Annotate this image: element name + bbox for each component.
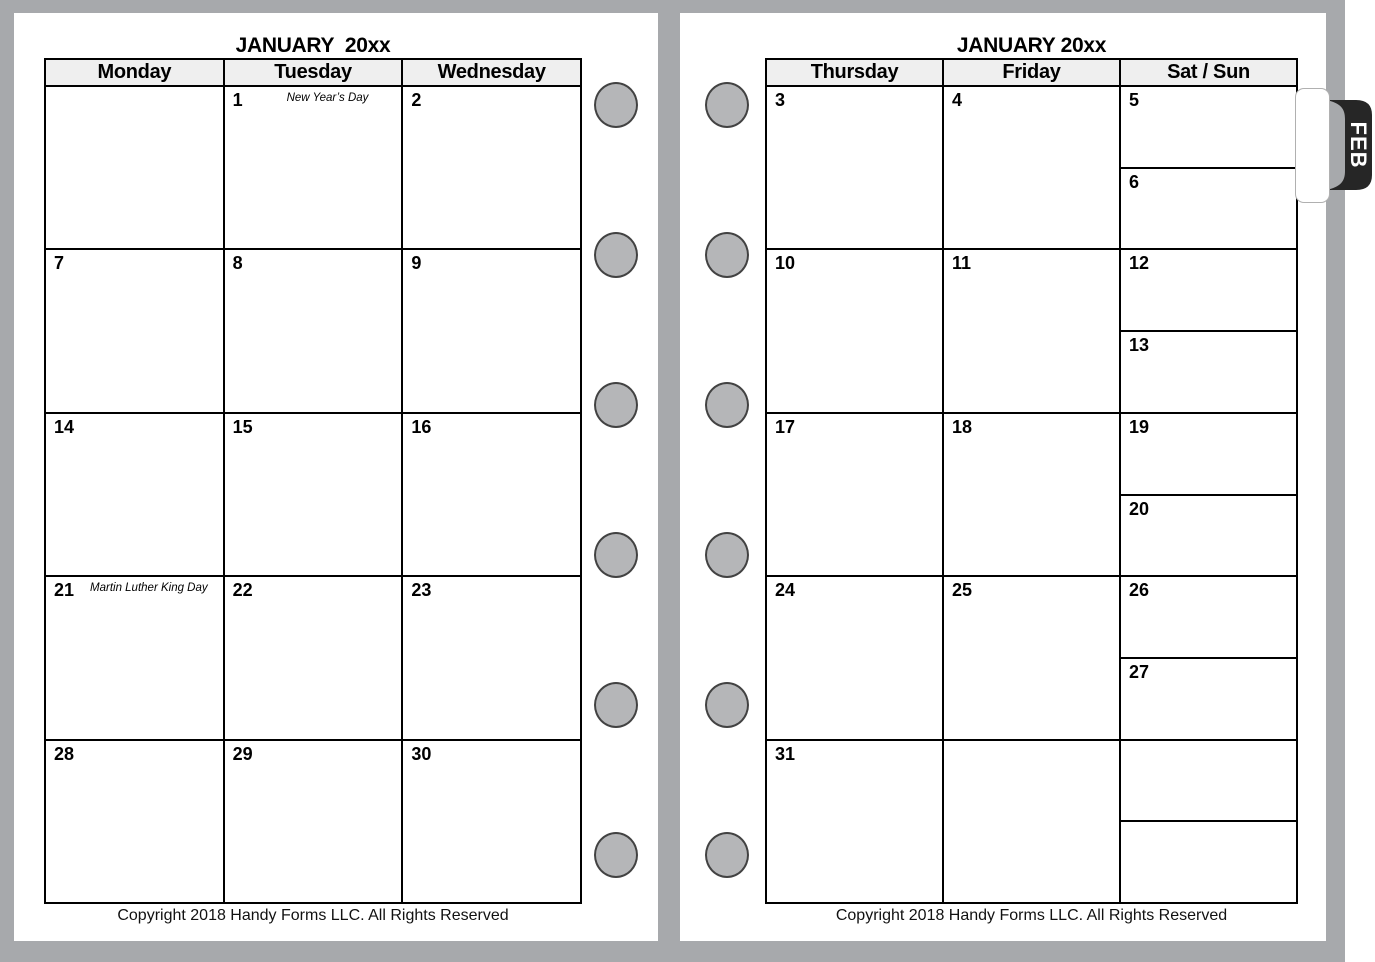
copyright-text: Copyright 2018 Handy Forms LLC. All Rights Reserved <box>117 907 509 924</box>
calendar-week-row <box>767 87 1296 250</box>
date-number: 20 <box>1129 498 1150 519</box>
saturday-subcell <box>1121 87 1296 169</box>
date-number: 6 <box>1129 171 1140 192</box>
sunday-subcell <box>1121 496 1296 576</box>
date-number: 16 <box>411 416 432 437</box>
date-number: 23 <box>411 580 432 601</box>
header-sat-sun: Sat / Sun <box>1167 61 1250 83</box>
date-number: 21 <box>54 580 75 601</box>
day-cell <box>225 414 404 575</box>
saturday-subcell <box>1121 414 1296 496</box>
right-page <box>680 13 1326 941</box>
header-tuesday: Tuesday <box>225 60 404 85</box>
date-number: 30 <box>411 743 432 764</box>
binder-hole <box>594 382 638 428</box>
day-cell <box>767 250 944 411</box>
holiday-note: Martin Luther King Day <box>90 582 208 595</box>
calendar-week-row <box>767 414 1296 577</box>
left-calendar-body <box>46 87 580 902</box>
date-number: 10 <box>775 253 796 274</box>
binder-hole <box>594 832 638 878</box>
day-cell <box>944 250 1121 411</box>
weekend-cell <box>1121 414 1296 575</box>
day-cell <box>46 741 225 902</box>
date-number: 19 <box>1129 416 1150 437</box>
day-cell <box>225 87 404 248</box>
weekend-cell <box>1121 87 1296 248</box>
binder-hole <box>705 532 749 578</box>
date-number: 1 <box>232 90 243 110</box>
day-cell <box>403 741 580 902</box>
calendar-week-row <box>46 741 580 902</box>
day-cell <box>944 87 1121 248</box>
date-number: 15 <box>232 416 253 437</box>
day-cell <box>46 87 225 248</box>
calendar-week-row <box>46 87 580 250</box>
header-wednesday: Wednesday <box>437 61 546 83</box>
binder-hole <box>594 82 638 128</box>
day-cell <box>46 414 225 575</box>
current-month-tab <box>1295 88 1330 203</box>
weekend-cell <box>1121 250 1296 411</box>
date-number: 11 <box>952 253 972 274</box>
right-page-title: JANUARY 20xx <box>956 34 1107 57</box>
date-number: 8 <box>232 253 243 274</box>
date-number: 29 <box>232 743 253 764</box>
day-cell <box>403 414 580 575</box>
day-cell <box>767 87 944 248</box>
date-number: 2 <box>411 90 422 110</box>
date-number: 28 <box>54 743 75 764</box>
day-cell <box>46 577 225 738</box>
day-cell <box>944 741 1121 902</box>
date-number: 24 <box>775 580 796 601</box>
day-cell <box>767 577 944 738</box>
right-calendar-table <box>765 58 1298 904</box>
day-cell <box>403 87 580 248</box>
left-page <box>14 13 658 941</box>
copyright-text: Copyright 2018 Handy Forms LLC. All Rights Reserved <box>835 907 1228 924</box>
date-number: 27 <box>1129 661 1150 682</box>
date-number: 7 <box>54 253 65 274</box>
sunday-subcell <box>1121 169 1296 249</box>
sunday-subcell <box>1121 659 1296 739</box>
header-thursday: Thursday <box>767 60 944 85</box>
binder-hole <box>705 682 749 728</box>
date-number: 13 <box>1129 335 1150 356</box>
holiday-note: New Year’s Day <box>286 92 369 104</box>
day-cell <box>225 250 404 411</box>
calendar-week-row <box>767 741 1296 902</box>
header-monday: Monday <box>46 60 225 85</box>
binder-hole <box>594 682 638 728</box>
day-cell <box>46 250 225 411</box>
date-number: 17 <box>775 416 796 437</box>
calendar-week-row <box>767 577 1296 740</box>
date-number: 14 <box>54 416 75 437</box>
binder-hole <box>594 532 638 578</box>
right-calendar-body <box>767 87 1296 902</box>
saturday-subcell <box>1121 741 1296 823</box>
day-cell <box>403 577 580 738</box>
day-cell <box>944 414 1121 575</box>
date-number: 12 <box>1129 253 1150 274</box>
header-friday: Friday <box>944 60 1121 85</box>
binder-hole <box>705 82 749 128</box>
date-number: 9 <box>411 253 422 274</box>
left-page-title: JANUARY 20xx <box>235 34 391 57</box>
date-number: 5 <box>1129 90 1140 110</box>
day-cell <box>767 741 944 902</box>
day-cell <box>403 250 580 411</box>
month-tab-feb-label[interactable]: FEB <box>1346 121 1371 169</box>
calendar-week-row <box>46 577 580 740</box>
right-weekday-header-row <box>767 60 1296 87</box>
weekend-cell <box>1121 741 1296 902</box>
date-number: 3 <box>775 90 786 110</box>
sunday-subcell <box>1121 822 1296 902</box>
binder-hole <box>705 382 749 428</box>
saturday-subcell <box>1121 250 1296 332</box>
calendar-week-row <box>46 250 580 413</box>
day-cell <box>225 577 404 738</box>
binder-hole <box>705 832 749 878</box>
date-number: 26 <box>1129 580 1150 601</box>
binder-hole <box>594 232 638 278</box>
calendar-week-row <box>767 250 1296 413</box>
date-number: 4 <box>952 90 963 110</box>
weekend-cell <box>1121 577 1296 738</box>
date-number: 31 <box>775 743 796 764</box>
calendar-week-row <box>46 414 580 577</box>
left-weekday-header-row <box>46 60 580 87</box>
date-number: 25 <box>952 580 973 601</box>
day-cell <box>944 577 1121 738</box>
binder-hole <box>705 232 749 278</box>
date-number: 18 <box>952 416 973 437</box>
day-cell <box>767 414 944 575</box>
date-number: 22 <box>232 580 253 601</box>
left-calendar-table <box>44 58 582 904</box>
saturday-subcell <box>1121 577 1296 659</box>
sunday-subcell <box>1121 332 1296 412</box>
day-cell <box>225 741 404 902</box>
